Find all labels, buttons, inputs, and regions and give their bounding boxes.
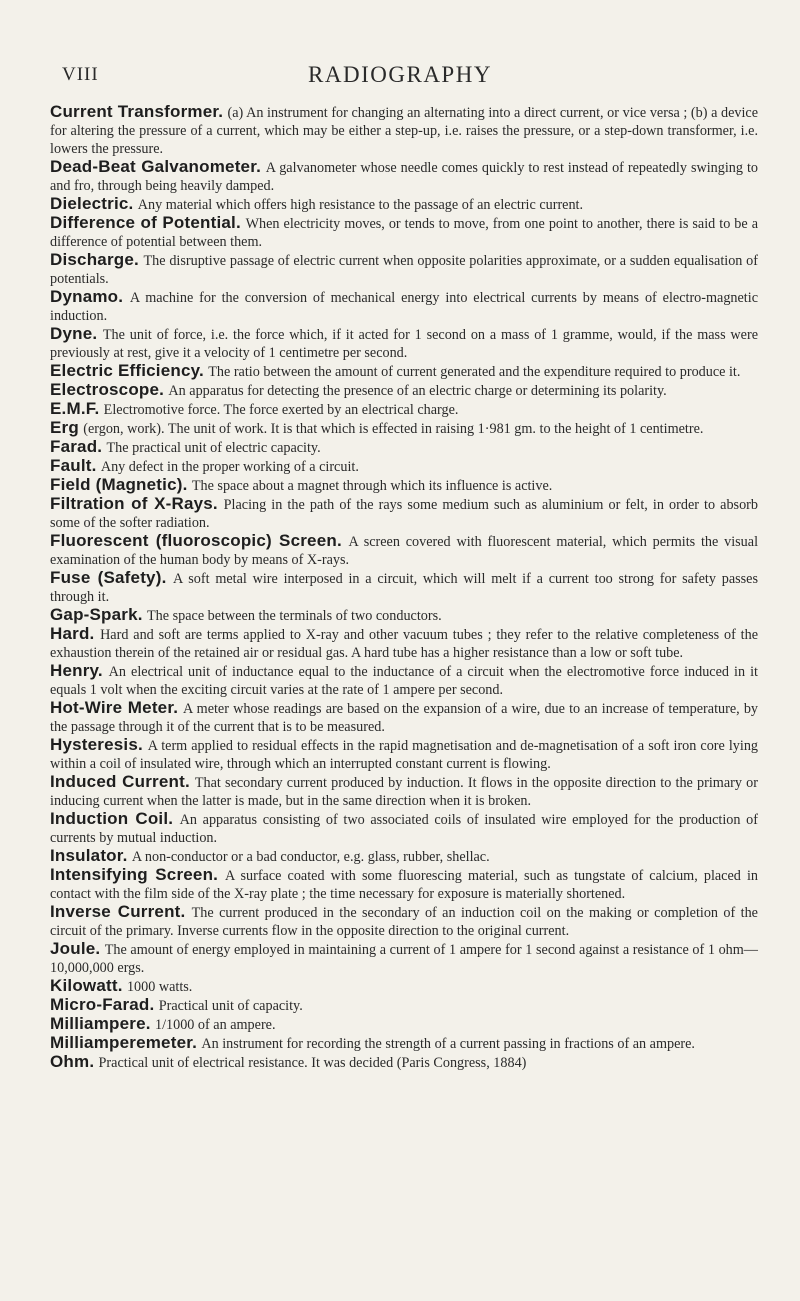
glossary-entry xyxy=(50,940,758,977)
entry-definition: (ergon, work). The unit of work. It is that which is effected in raising 1·981 gm. to the height of 1 centimetre. xyxy=(83,421,704,437)
glossary-entry xyxy=(50,625,758,662)
glossary-entry xyxy=(50,103,758,158)
entry-definition: The amount of energy employed in maintaining a current of 1 ampere for 1 second against a resistance of 1 ohm—10,000,000 ergs. xyxy=(50,942,758,976)
glossary-entry xyxy=(50,1053,758,1072)
glossary-entry xyxy=(50,532,758,569)
glossary-entry xyxy=(50,419,758,438)
entry-term: Dead-Beat Galvanometer. xyxy=(50,157,262,176)
entry-definition: The space between the terminals of two conductors. xyxy=(147,608,442,624)
entry-term: Difference of Potential. xyxy=(50,213,241,232)
entry-term: Milliamperemeter. xyxy=(50,1033,198,1052)
glossary-entry xyxy=(50,495,758,532)
entry-definition: A machine for the conversion of mechanical energy into electrical currents by means of electro-magnetic induction. xyxy=(50,290,758,324)
entry-definition: Hard and soft are terms applied to X-ray and other vacuum tubes ; they refer to the relative completeness of the exhaustion therein of the retained air or residual gas. A hard tube has a higher resistance than a low or soft tube. xyxy=(50,627,758,661)
entry-definition: A meter whose readings are based on the expansion of a wire, due to an increase of temperature, by the passage through it of the current that is to be measured. xyxy=(50,701,759,735)
entry-term: Farad. xyxy=(50,437,103,456)
entry-term: Dyne. xyxy=(50,324,98,343)
glossary-entry xyxy=(50,476,758,495)
entry-definition: Placing in the path of the rays some medium such as aluminium or felt, in order to absorb some of the softer radiation. xyxy=(50,497,758,531)
entry-term: Fault. xyxy=(50,456,97,475)
entry-definition: A screen covered with fluorescent material, which permits the visual examination of the human body by means of X-rays. xyxy=(50,534,759,568)
entry-term: Insulator. xyxy=(50,846,128,865)
entry-term: Inverse Current. xyxy=(50,902,186,921)
glossary-entry xyxy=(50,662,758,699)
entry-term: Field (Magnetic). xyxy=(50,475,188,494)
entry-term: Hot-Wire Meter. xyxy=(50,698,179,717)
entry-term: Milliampere. xyxy=(50,1014,151,1033)
running-title: RADIOGRAPHY xyxy=(308,62,492,87)
glossary-entry xyxy=(50,810,758,847)
glossary-entry xyxy=(50,866,758,903)
glossary-entry xyxy=(50,736,758,773)
entry-term: Hard. xyxy=(50,624,95,643)
entry-term: Induction Coil. xyxy=(50,809,174,828)
entry-definition: An apparatus consisting of two associated coils of insulated wire employed for the production of currents by mutual induction. xyxy=(50,812,759,846)
entry-definition: A surface coated with some fluorescing material, such as tungstate of calcium, placed in contact with the film side of the X-ray plate ; the time necessary for exposure is materially shortened. xyxy=(50,868,758,902)
glossary-entry xyxy=(50,400,758,419)
glossary-entry xyxy=(50,438,758,457)
entry-term: Kilowatt. xyxy=(50,976,123,995)
entry-term: Induced Current. xyxy=(50,772,190,791)
entry-term: Joule. xyxy=(50,939,101,958)
entry-definition: The current produced in the secondary of an induction coil on the making or completion of the circuit of the primary. Inverse currents flow in the opposite direction to the original current. xyxy=(50,905,758,939)
entry-definition: A non-conductor or a bad conductor, e.g. glass, rubber, shellac. xyxy=(131,849,490,865)
entry-term: Hysteresis. xyxy=(50,735,143,754)
entry-term: Filtration of X-Rays. xyxy=(50,494,218,513)
glossary-entry xyxy=(50,699,758,736)
glossary-entry xyxy=(50,251,758,288)
glossary-entry xyxy=(50,1034,758,1053)
entry-definition: The disruptive passage of electric current when opposite polarities approximate, or a sudden equalisation of potentials. xyxy=(50,253,759,287)
entry-definition: Practical unit of capacity. xyxy=(158,998,303,1014)
glossary-entry xyxy=(50,996,758,1015)
entry-term: Current Transformer. xyxy=(50,102,224,121)
page-header xyxy=(62,62,738,92)
entry-definition: A galvanometer whose needle comes quickly to rest instead of repeatedly swinging to and fro, through being heavily damped. xyxy=(50,160,758,194)
glossary-entry xyxy=(50,847,758,866)
entry-term: Micro-Farad. xyxy=(50,995,155,1014)
entry-term: Fuse (Safety). xyxy=(50,568,167,587)
entry-term: Ohm. xyxy=(50,1052,95,1071)
glossary-entry xyxy=(50,457,758,476)
glossary-entry xyxy=(50,977,758,996)
entry-term: Discharge. xyxy=(50,250,139,269)
glossary-entry xyxy=(50,569,758,606)
entry-term: Dielectric. xyxy=(50,194,134,213)
glossary-entries xyxy=(50,103,758,1072)
entry-definition: An instrument for recording the strength of a current passing in fractions of an ampere. xyxy=(201,1036,695,1052)
entry-term: Electric Efficiency. xyxy=(50,361,204,380)
entry-definition: The unit of force, i.e. the force which, if it acted for 1 second on a mass of 1 gramme, would, if the mass were previously at rest, give it a velocity of 1 centimetre per second. xyxy=(50,327,758,361)
entry-term: Gap-Spark. xyxy=(50,605,143,624)
glossary-entry xyxy=(50,288,758,325)
entry-term: Erg xyxy=(50,418,79,437)
glossary-entry xyxy=(50,381,758,400)
glossary-entry xyxy=(50,325,758,362)
entry-term: Electroscope. xyxy=(50,380,165,399)
entry-definition: Any defect in the proper working of a circuit. xyxy=(100,459,359,475)
entry-definition: 1/1000 of an ampere. xyxy=(154,1017,276,1033)
entry-definition: A term applied to residual effects in the rapid magnetisation and de-magnetisation of a soft iron core lying within a coil of insulated wire, through which an interrupted constant current is flowing. xyxy=(50,738,759,772)
glossary-entry xyxy=(50,1015,758,1034)
entry-term: Dynamo. xyxy=(50,287,124,306)
entry-term: Henry. xyxy=(50,661,103,680)
glossary-entry xyxy=(50,214,758,251)
entry-definition: The ratio between the amount of current generated and the expenditure required to produce it. xyxy=(208,364,741,380)
glossary-entry xyxy=(50,903,758,940)
page-number: VIII xyxy=(62,64,99,85)
entry-definition: Electromotive force. The force exerted by an electrical charge. xyxy=(103,402,459,418)
entry-term: E.M.F. xyxy=(50,399,100,418)
entry-definition: The practical unit of electric capacity. xyxy=(106,440,321,456)
entry-definition: A soft metal wire interposed in a circuit, which will melt if a current too strong for safety passes through it. xyxy=(50,571,758,605)
glossary-entry xyxy=(50,773,758,810)
entry-definition: That secondary current produced by induction. It flows in the opposite direction to the primary or inducing current when the latter is made, but in the same direction when it is broken. xyxy=(50,775,758,809)
entry-term: Fluorescent (fluoroscopic) Screen. xyxy=(50,531,342,550)
entry-definition: An electrical unit of inductance equal to the inductance of a circuit when the electromotive force induced in it equals 1 volt when the exciting circuit varies at the rate of 1 ampere per second. xyxy=(50,664,758,698)
glossary-entry xyxy=(50,158,758,195)
glossary-entry xyxy=(50,362,758,381)
entry-definition: (a) An instrument for changing an alternating into a direct current, or vice versa ; (b) a device for altering the pressure of a current, which may be either a step-up, i.e. raises the pressure, or a step-down transformer, i.e. lowers the pressure. xyxy=(50,105,758,157)
entry-definition: The space about a magnet through which its influence is active. xyxy=(191,478,553,494)
entry-definition: Any material which offers high resistance to the passage of an electric current. xyxy=(137,197,584,213)
entry-definition: Practical unit of electrical resistance. It was decided (Paris Congress, 1884) xyxy=(98,1055,527,1071)
glossary-entry xyxy=(50,606,758,625)
entry-definition: 1000 watts. xyxy=(126,979,193,995)
entry-term: Intensifying Screen. xyxy=(50,865,219,884)
entry-definition: An apparatus for detecting the presence of an electric charge or determining its polarity. xyxy=(168,383,667,399)
entry-definition: When electricity moves, or tends to move, from one point to another, there is said to be a difference of potential between them. xyxy=(50,216,758,250)
glossary-entry xyxy=(50,195,758,214)
